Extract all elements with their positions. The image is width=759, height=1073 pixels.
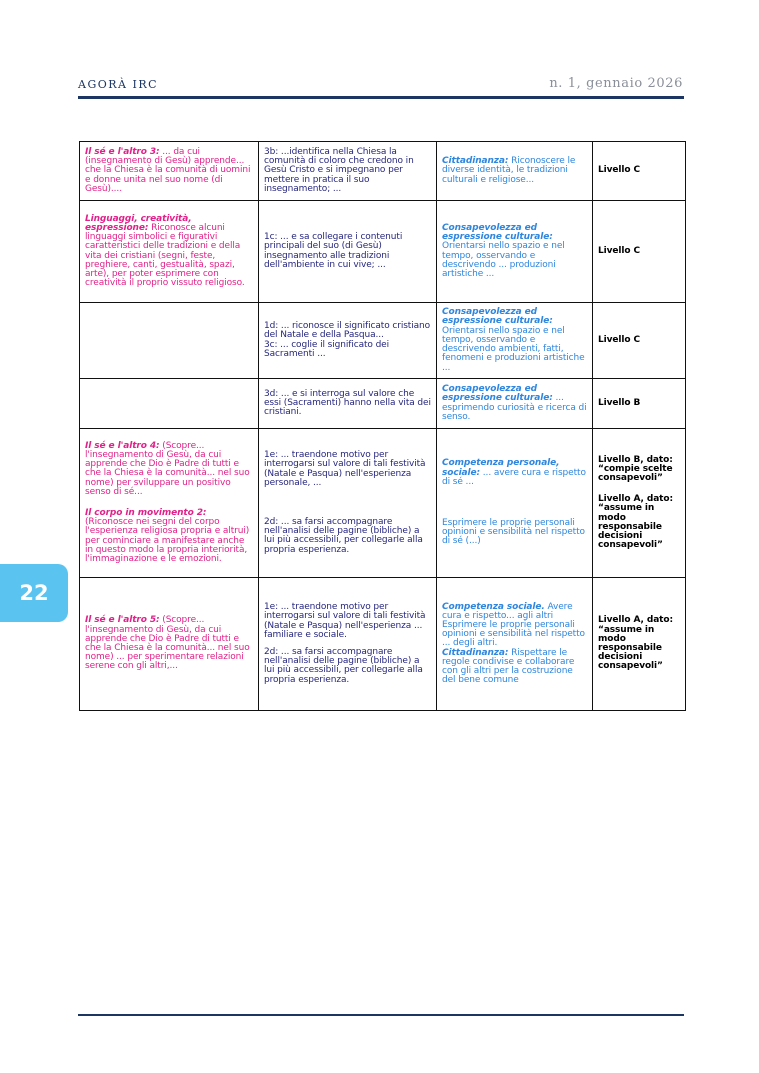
competence-text: Riconoscere le diverse identità, le tradizioni culturali e religiose...: [442, 156, 576, 185]
field-cell: [80, 142, 259, 201]
goal-cell: [259, 142, 437, 201]
field-entry: [85, 509, 253, 564]
table-row: [80, 201, 686, 303]
field-entry: [85, 147, 250, 194]
goal-text: 2d: ... sa farsi accompagnare nell'analisi delle pagine (bibliche) a lui più accessibili, per collegarle alla propria esperienza.: [264, 647, 423, 685]
field-cell: [80, 201, 259, 303]
level-cell: [593, 379, 686, 429]
field-title: Il sé e l'altro 5:: [85, 615, 160, 626]
level-cell: [593, 578, 686, 711]
competence-entry: [442, 603, 587, 621]
field-title: Il sé e l'altro 4:: [85, 440, 160, 451]
level-text: Livello B: [598, 397, 641, 408]
field-entry: [85, 442, 253, 497]
level-cell: [593, 303, 686, 379]
competence-title: Cittadinanza:: [442, 647, 509, 658]
level-cell: [593, 429, 686, 578]
competence-cell: [437, 303, 593, 379]
goal-cell: [259, 201, 437, 303]
competence-text: Avere cura e rispetto... agli altri: [442, 601, 573, 621]
goal-text: 1d: ... riconosce il significato cristiano del Natale e della Pasqua...: [264, 321, 431, 341]
footer-rule: [78, 1014, 684, 1016]
competence-text: Esprimere le proprie personali opinioni e sensibilità nel rispetto di sé (...): [442, 518, 585, 547]
goal-text: 3c: ... coglie il significato dei Sacramenti ...: [264, 339, 390, 359]
field-title: Il sé e l'altro 3:: [85, 146, 160, 157]
header-rule: [78, 96, 684, 99]
competence-text: Esprimere le proprie personali opinioni e sensibilità nel rispetto ... degli altri.: [442, 619, 585, 649]
goal-cell: [259, 303, 437, 379]
level-text: Livello C: [598, 245, 640, 256]
competence-cell: [437, 379, 593, 429]
competence-cell: [437, 201, 593, 303]
table-row: [80, 379, 686, 429]
page-number-tab: [0, 564, 68, 622]
level-text: Livello C: [598, 334, 640, 345]
goal-cell: [259, 429, 437, 578]
competence-title: Cittadinanza:: [442, 156, 509, 167]
field-text: Riconosce alcuni linguaggi simbolici e figurativi caratteristici delle tradizioni e della vita dei cristiani (segni, feste, preghiere, canti, gestualità, spazi, arte), per poter esprimere con creatività il proprio vissuto religioso.: [85, 222, 245, 289]
level-cell: [593, 142, 686, 201]
goal-text: 1e: ... traendone motivo per interrogarsi sul valore di tali festività (Natale e Pasqua) nell'esperienza personale, ...: [264, 450, 426, 488]
level-text: Livello A, dato: “assume in modo responsabile decisioni consapevoli”: [598, 494, 673, 551]
field-text: (Scopre... l'insegnamento di Gesù, da cui apprende che Dio è Padre di tutti e che la Chiesa è la comunità... nel suo nome) ... per sperimentare relazioni serene con gli altri,...: [85, 615, 250, 672]
level-text: Livello A, dato: “assume in modo responsabile decisioni consapevoli”: [598, 615, 673, 672]
competence-entry: [442, 223, 565, 279]
goal-text: 3b: ...identifica nella Chiesa la comunità di coloro che credono in Gesù Cristo e si impegnano per mettere in pratica il suo insegnamento; ...: [264, 146, 414, 194]
competence-text: ... esprimendo curiosità e ricerca di senso.: [442, 393, 587, 422]
competence-title: Consapevolezza ed espressione culturale:: [442, 307, 553, 327]
goal-text: 2d: ... sa farsi accompagnare nell'analisi delle pagine (bibliche) a lui più accessibili, per collegarle alla propria esperienza.: [264, 517, 423, 555]
table-row: [80, 578, 686, 711]
competence-text: Orientarsi nello spazio e nel tempo, osservando e descrivendo ... produzioni artistiche ...: [442, 241, 565, 279]
competence-entry: [442, 459, 587, 487]
goal-text: 1e: ... traendone motivo per interrogarsi sul valore di tali festività (Natale e Pasqua) nell'esperienza ... familiare e sociale.: [264, 602, 426, 640]
competence-entry: [442, 621, 587, 649]
table-row: [80, 303, 686, 379]
competence-text: Orientarsi nello spazio e nel tempo, osservando e descrivendo ambienti, fatti, fenomeni e produzioni artistiche ...: [442, 325, 585, 373]
field-title: Linguaggi, creatività, espressione:: [85, 213, 192, 233]
competence-cell: [437, 578, 593, 711]
table-row: [80, 142, 686, 201]
competence-entry: [442, 519, 587, 547]
table-row: [80, 429, 686, 578]
competence-table: [79, 141, 686, 711]
field-cell: [80, 379, 259, 429]
competence-text: ... avere cura e rispetto di sé ...: [442, 467, 586, 487]
competence-entry: [442, 649, 587, 686]
field-cell: [80, 303, 259, 379]
journal-title: AGORÀ IRC: [78, 78, 159, 91]
competence-cell: [437, 142, 593, 201]
field-cell: [80, 429, 259, 578]
competence-entry: [442, 156, 575, 184]
competence-entry: [442, 384, 587, 422]
field-text: ... da cui (insegnamento di Gesù) apprende... che la Chiesa è la comunità di uomini e donne unita nel suo nome (di Gesù)....: [85, 146, 251, 194]
page-number: 22: [19, 581, 49, 605]
competence-title: Consapevolezza ed espressione culturale:: [442, 222, 553, 243]
goal-cell: [259, 379, 437, 429]
competence-title: Competenza sociale.: [442, 601, 545, 612]
goal-text: 1c: ... e sa collegare i contenuti principali del suo (di Gesù) insegnamento alle tradizioni dell'ambiente in cui vive; ...: [264, 232, 403, 270]
competence-cell: [437, 429, 593, 578]
goal-cell: [259, 578, 437, 711]
field-entry: [85, 615, 250, 671]
level-text: Livello C: [598, 165, 640, 176]
field-cell: [80, 578, 259, 711]
competence-entry: [442, 307, 585, 372]
field-title: Il corpo in movimento 2:: [85, 508, 207, 518]
field-text: (Riconosce nei segni del corpo l'esperienza religiosa propria e altrui) per cominciare a manifestare anche in questo modo la propria interiorità, l'immaginazione e le emozioni.: [85, 517, 250, 565]
competence-title: Consapevolezza ed espressione culturale:: [442, 384, 553, 404]
competence-title: Competenza personale, sociale:: [442, 458, 560, 478]
field-text: (Scopre... l'insegnamento di Gesù, da cui apprende che Dio è Padre di tutti e che la Chiesa è la comunità... nel suo nome) per sviluppare un positivo senso di sé...: [85, 440, 250, 497]
issue-label: n. 1, gennaio 2026: [549, 76, 683, 91]
competence-text: Rispettare le regole condivise e collaborare con gli altri per la costruzione del bene comune: [442, 647, 575, 686]
level-text: Livello B, dato: “compie scelte consapevoli”: [598, 454, 673, 483]
field-entry: [85, 214, 245, 288]
level-cell: [593, 201, 686, 303]
goal-text: 3d: ... e si interroga sul valore che essi (Sacramenti) hanno nella vita dei cristiani.: [264, 388, 431, 418]
